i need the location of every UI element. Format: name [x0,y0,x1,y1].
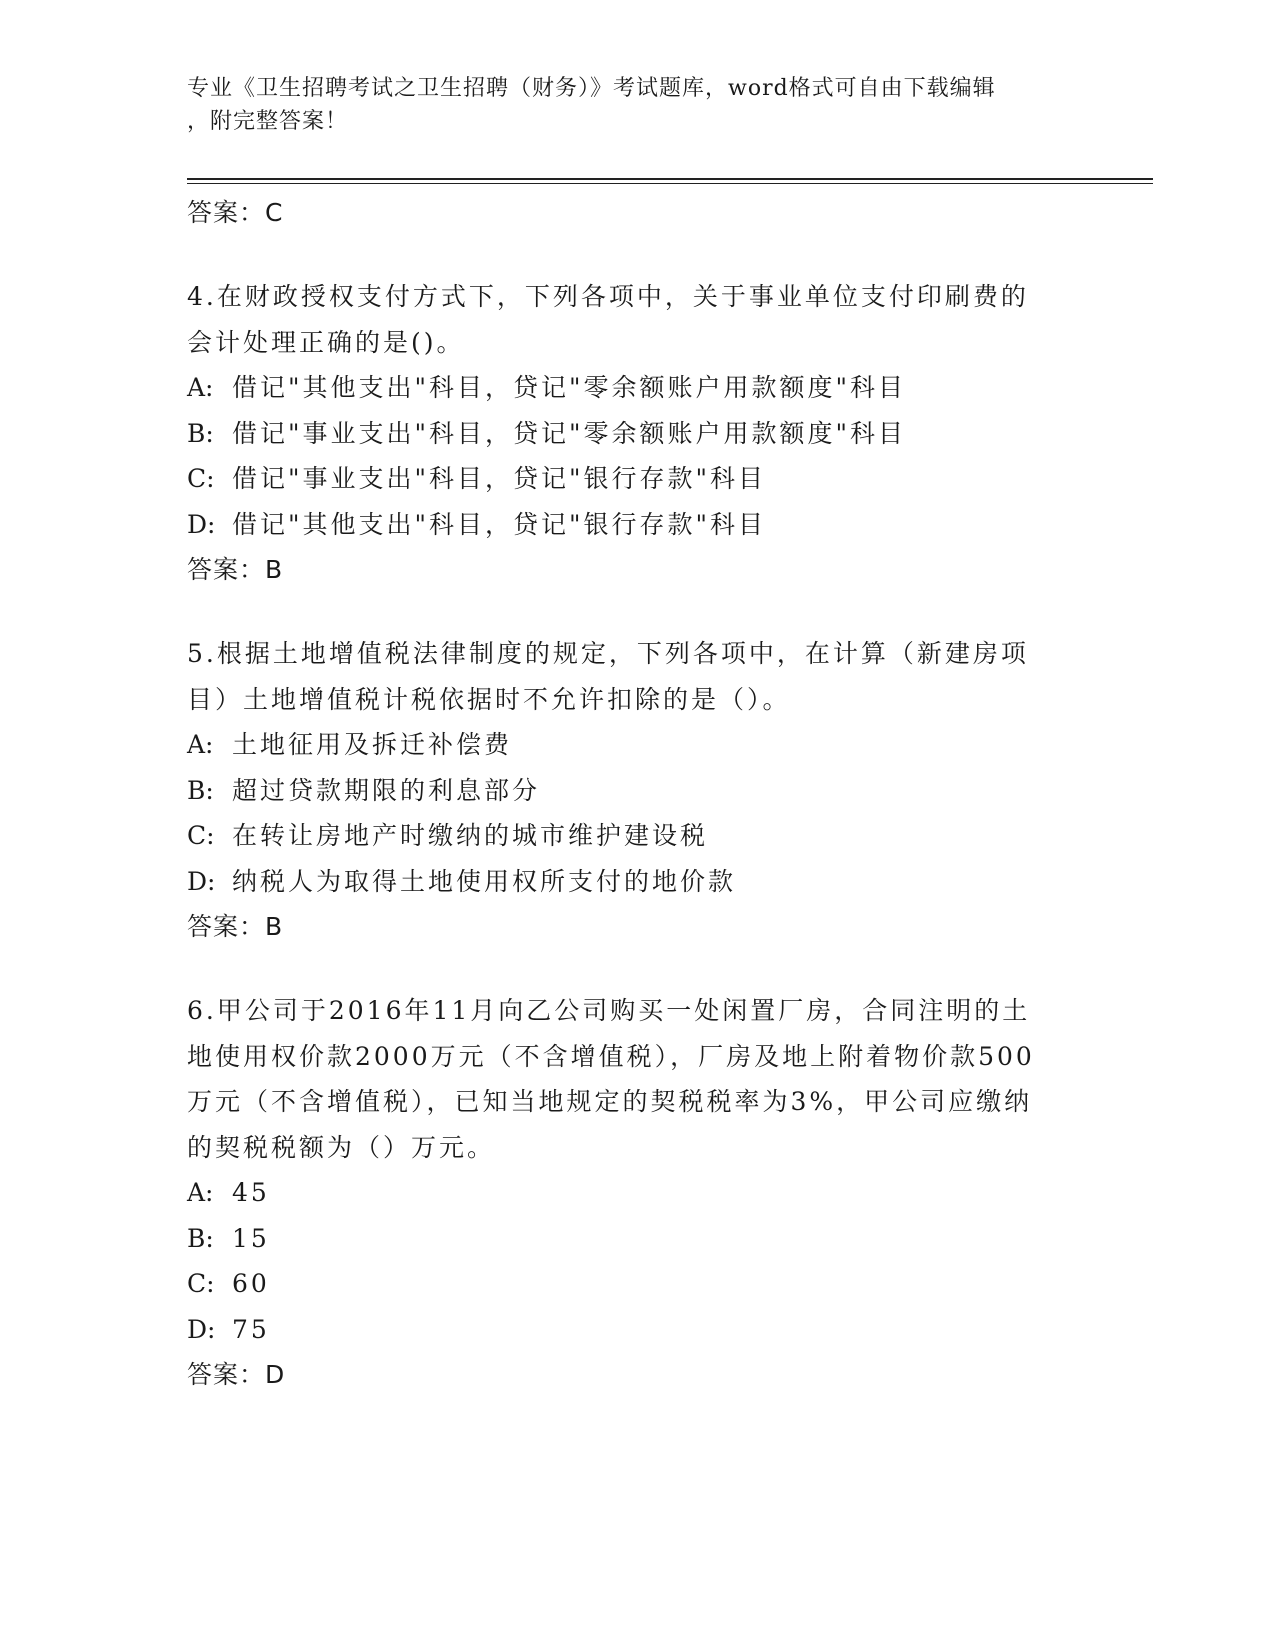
question-stem-line: 6.甲公司于2016年11月向乙公司购买一处闲置厂房，合同注明的土 [187,996,1031,1025]
option-text: 45 [232,1178,270,1207]
option-b [187,768,1087,814]
option-key: B: [187,418,214,448]
question-stem-line: 的契税税额为（）万元。 [187,1132,496,1162]
option-text: 75 [232,1314,270,1344]
document-header [187,72,1067,138]
option-key: C: [187,464,215,493]
question-stem-line: 目）土地增值税计税依据时不允许扣除的是（）。 [187,684,791,714]
header-line-1: 专业《卫生招聘考试之卫生招聘（财务）》考试题库，word格式可自由下载编辑 [187,76,996,101]
option-d [187,1307,1087,1353]
option-c [187,456,1087,502]
question-4 [187,274,1087,593]
option-key: D: [187,509,216,539]
option-d [187,502,1087,548]
option-key: A: [187,730,214,759]
question-stem-line: 会计处理正确的是()。 [187,327,465,357]
question-stem-line: 地使用权价款2000万元（不含增值税），厂房及地上附着物价款500 [187,1041,1035,1071]
header-divider-thick [187,178,1153,180]
option-text: 土地征用及拆迁补偿费 [232,730,513,759]
option-key: D: [187,1314,216,1344]
option-key: A: [187,373,214,402]
answer-label: 答案：C [187,198,284,227]
header-divider-thin [187,183,1153,184]
option-a [187,365,1087,411]
option-text: 15 [232,1223,270,1253]
question-5 [187,631,1087,950]
option-text: 60 [232,1269,270,1298]
option-text: 纳税人为取得土地使用权所支付的地价款 [232,866,737,896]
option-text: 借记"事业支出"科目，贷记"零余额账户用款额度"科目 [232,418,906,448]
option-key: A: [187,1178,214,1207]
option-text: 借记"其他支出"科目，贷记"银行存款"科目 [232,509,766,539]
option-b [187,1216,1087,1262]
header-line-2: ，附完整答案！ [187,109,349,134]
option-key: B: [187,775,214,805]
option-text: 借记"事业支出"科目，贷记"银行存款"科目 [232,464,766,493]
answer-label: 答案：B [187,912,284,941]
question-stem-line: 4.在财政授权支付方式下，下列各项中，关于事业单位支付印刷费的 [187,282,1029,311]
question-6 [187,988,1087,1398]
option-a [187,1170,1087,1216]
option-d [187,859,1087,905]
option-text: 超过贷款期限的利息部分 [232,775,541,805]
option-key: C: [187,821,215,850]
answer-label: 答案：B [187,555,284,584]
option-b [187,411,1087,457]
question-stem-line: 5.根据土地增值税法律制度的规定，下列各项中，在计算（新建房项 [187,639,1029,668]
question-stem-line: 万元（不含增值税），已知当地规定的契税税率为3%，甲公司应缴纳 [187,1087,1033,1116]
option-key: B: [187,1223,214,1253]
option-key: C: [187,1269,215,1298]
option-c [187,813,1087,859]
option-text: 在转让房地产时缴纳的城市维护建设税 [232,821,709,850]
option-key: D: [187,866,216,896]
option-a [187,722,1087,768]
option-text: 借记"其他支出"科目，贷记"零余额账户用款额度"科目 [232,373,906,402]
option-c [187,1261,1087,1307]
document-body [187,190,1087,1398]
answer-label: 答案：D [187,1360,286,1389]
